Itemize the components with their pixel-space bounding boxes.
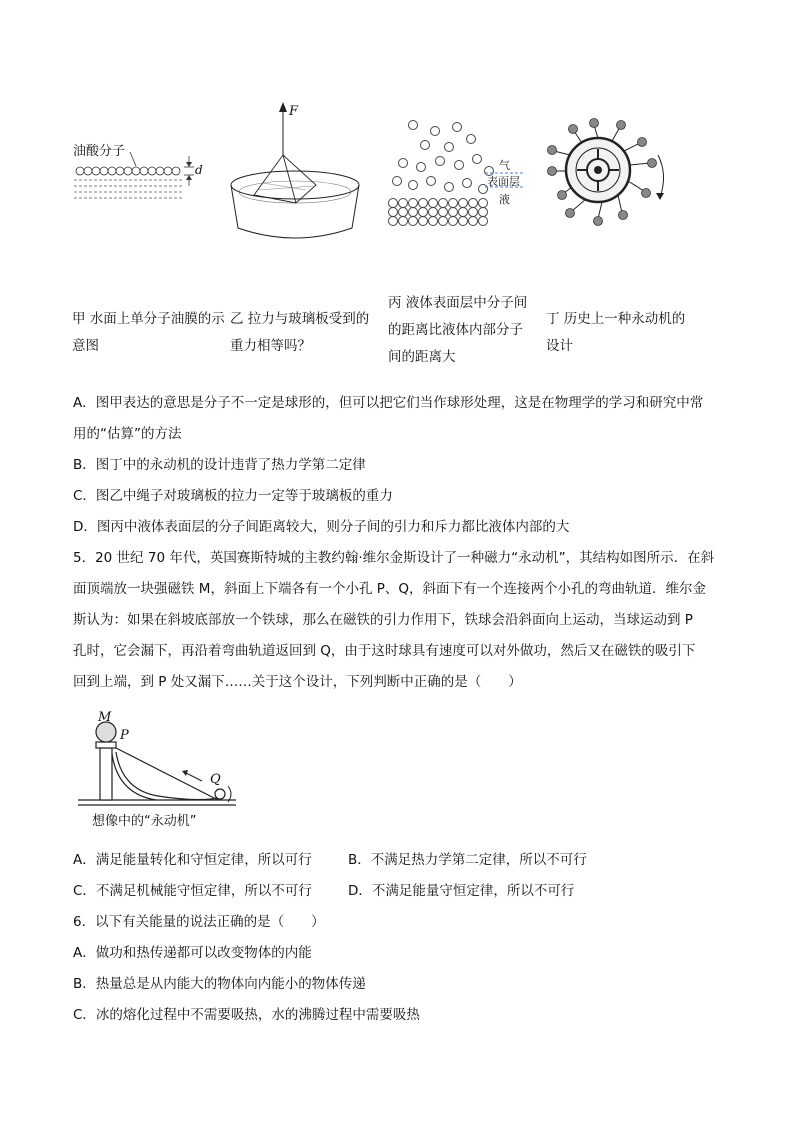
- q6-stem: 6．以下有关能量的说法正确的是（ ）: [73, 914, 325, 930]
- caption-jia: 甲 水面上单分子油膜的示意图: [72, 311, 225, 354]
- surface-layer-label: 表面层: [487, 175, 520, 188]
- caption-yi: 乙 拉力与玻璃板受到的重力相等吗？: [230, 311, 370, 354]
- q4-option-c: C．图乙中绳子对玻璃板的拉力一定等于玻璃板的重力: [73, 488, 393, 504]
- hole-p-label: P: [120, 728, 129, 743]
- figure-bing: [385, 115, 525, 230]
- q5-stem-line3: 斯认为：如果在斜坡底部放一个铁球，那么在磁铁的引力作用下，铁球会沿斜面向上运动，当球运动到 P: [73, 612, 693, 628]
- figure-magnetic-machine: [78, 710, 238, 835]
- figure-caption: 想像中的“永动机”: [92, 814, 197, 829]
- q4-option-a-line1: A．图甲表达的意思是分子不一定是球形的，但可以把它们当作球形处理，这是在物理学的学习和研究中常: [73, 395, 704, 411]
- magnet-m-label: M: [98, 710, 112, 725]
- q4-option-d: D．图丙中液体表面层的分子间距离较大，则分子间的引力和斥力都比液体内部的大: [73, 519, 570, 535]
- q6-option-c: C．冰的熔化过程中不需要吸热，水的沸腾过程中需要吸热: [73, 1007, 420, 1023]
- figure-ding: [540, 115, 675, 230]
- liquid-label: 液: [499, 193, 510, 206]
- caption-bing: 丙 液体表面层中分子间的距离比液体内部分子间的距离大: [388, 295, 528, 365]
- monolayer-diagram: [70, 130, 210, 210]
- q5-option-c: C．不满足机械能守恒定律，所以不可行: [73, 883, 312, 899]
- glass-plate-diagram: [228, 100, 363, 245]
- caption-ding: 丁 历史上一种永动机的设计: [546, 311, 686, 354]
- q4-option-b: B．图丁中的永动机的设计违背了热力学第二定律: [73, 457, 366, 473]
- figure-yi: [228, 100, 363, 245]
- q5-stem-line2: 面顶端放一块强磁铁 M，斜面上下端各有一个小孔 P、Q，斜面下有一个连接两个小孔的弯曲轨道．维尔金: [73, 581, 706, 597]
- thickness-label: d: [195, 163, 203, 177]
- figure-jia: [70, 130, 210, 210]
- q5-stem-line5: 回到上端，到 P 处又漏下……关于这个设计，下列判断中正确的是（ ）: [73, 674, 522, 690]
- hole-q-label: Q: [210, 772, 221, 787]
- q5-stem-line4: 孔时，它会漏下，再沿着弯曲轨道返回到 Q，由于这时球具有速度可以对外做功，然后又在磁铁的吸引下: [73, 643, 696, 659]
- gas-label: 气: [499, 159, 510, 172]
- q5-option-d: D．不满足能量守恒定律，所以不可行: [348, 883, 575, 899]
- oleic-acid-label: 油酸分子: [73, 144, 126, 159]
- q5-option-a: A．满足能量转化和守恒定律，所以可行: [73, 852, 312, 868]
- perpetual-wheel-diagram: [540, 115, 675, 230]
- q5-stem-line1: 5．20 世纪 70 年代，英国赛斯特城的主教约翰·维尔金斯设计了一种磁力“永动机”，其结构如图所示．在斜: [73, 550, 715, 566]
- force-label: F: [289, 104, 299, 119]
- q5-option-b: B．不满足热力学第二定律，所以不可行: [348, 852, 587, 868]
- q4-option-a-line2: 用的“估算”的方法: [73, 426, 182, 442]
- q6-option-b: B．热量总是从内能大的物体向内能小的物体传递: [73, 976, 366, 992]
- q6-option-a: A．做功和热传递都可以改变物体的内能: [73, 945, 312, 961]
